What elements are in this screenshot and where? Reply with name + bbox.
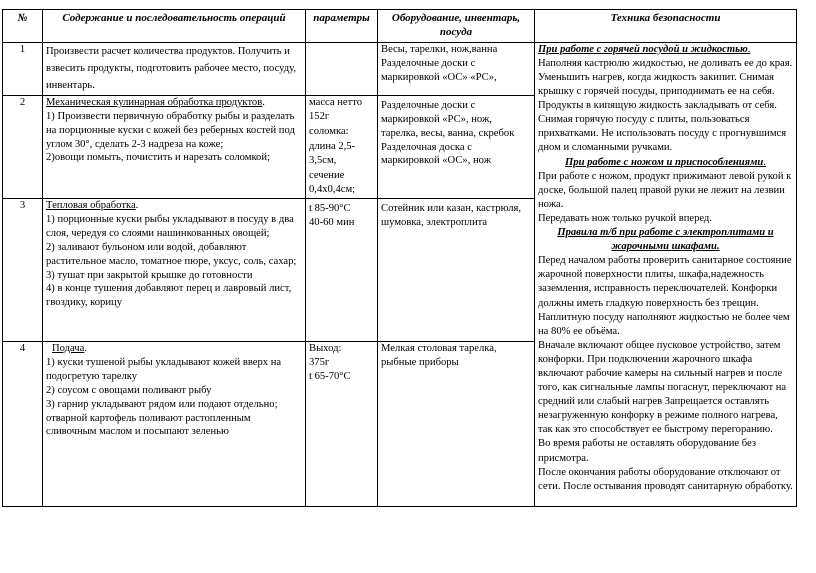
- safety-stove-p2: Вначале включают общее пусковое устройство, затем конфорки. При подключении жарочного шкафа включают рабочие камеры на сильный нагрев и после того, как сигнальные лампы погаснут, переключают на средний или слабый нагрев Запрещается оставлять незагруженную конфорку в режиме полного нагрева, так как это способствует ее быстрому перегоранию.: [538, 339, 787, 436]
- safety-stove-title: Правила т/б при работе с электроплитами и жарочными шкафами.: [557, 227, 774, 253]
- content-title: Тепловая обработка: [46, 199, 136, 211]
- safety-stove-title-wrap: [538, 226, 793, 254]
- header-safety: Техника безопасности: [535, 10, 797, 43]
- content-step: 2) соусом с овощами поливают рыбу: [46, 384, 212, 396]
- equipment-text: Сотейник или казан, кастрюля, шумовка, электроплита: [381, 202, 522, 228]
- header-equipment: Оборудование, инвентарь, посуда: [378, 10, 535, 43]
- content-step: 1) куски тушеной рыбы укладывают кожей вверх на подогретую тарелку: [46, 356, 282, 382]
- content-title: Подача: [52, 342, 85, 354]
- content-step: 4) в конце тушения добавляют перец и лавровый лист, гвоздику, корицу: [46, 283, 292, 309]
- equipment-text: Мелкая столовая тарелка, рыбные приборы: [381, 342, 497, 368]
- row-equipment: [378, 341, 535, 506]
- row-number: 4: [3, 341, 43, 506]
- param-line: Выход:: [309, 342, 342, 354]
- row-equipment: [378, 95, 535, 198]
- content-step: 2)овощи помыть, почистить и нарезать соломкой;: [46, 152, 270, 164]
- param-line: t 65-70°С: [309, 370, 351, 382]
- row-params: [306, 95, 378, 198]
- safety-cell: [535, 42, 797, 506]
- param-line: масса нетто 152г: [309, 96, 363, 123]
- safety-stove-p3: Во время работы не оставлять оборудование без присмотра.: [538, 438, 757, 464]
- tech-card-table: [2, 9, 797, 507]
- row-number: 1: [3, 42, 43, 95]
- content-title: Механическая кулинарная обработка продуктов: [46, 96, 263, 108]
- safety-hot-section: При работе с горячей посудой и жидкостью. Наполняя кастрюлю жидкостью, не доливать ее до края. Уменьшить нагрев, когда жидкость закипит. Снимая крышку с горячей посуды, приподнимать ее на себя. Продукты в кипящую жидкость закладывать от себя. Снимая горячую посуду с плиты, пользоваться прихватками. Не использовать посуду с прогнувшимся дном и сломанными ручками.: [538, 43, 793, 154]
- header-num: №: [3, 10, 43, 43]
- row-content: [43, 42, 306, 95]
- safety-hot-text: Наполняя кастрюлю жидкостью, не доливать ее до края. Уменьшить нагрев, когда жидкость закипит. Снимая крышку с горячей посуды, приподнимать ее на себя. Продукты в кипящую жидкость закладывать от себя. Снимая горячую посуду с плиты, пользоваться прихватками. Не использовать посуду с прогнувшимся дном и сломанными ручками.: [538, 57, 793, 154]
- row-params: [306, 198, 378, 341]
- header-content: Содержание и последовательность операций: [43, 10, 306, 43]
- row-equipment: [378, 198, 535, 341]
- row-number: 3: [3, 198, 43, 341]
- row-content: Механическая кулинарная обработка продуктов. 1) Произвести первичную обработку рыбы и разделать на порционные куски с кожей без реберных костей под углом 30°, сделать 2-3 надреза на коже; 2)овощи помыть, почистить и нарезать соломкой;: [43, 95, 306, 198]
- content-step: 2) заливают бульоном или водой, добавляют растительное масло, томатное пюре, уксус, соль, сахар;: [46, 241, 297, 267]
- row-equipment: [378, 42, 535, 95]
- header-row: [3, 10, 797, 43]
- safety-knife-title-wrap: При работе с ножом и приспособлениями.: [565, 156, 766, 168]
- param-line: 40-60 мин: [309, 216, 355, 228]
- safety-knife-title: При работе с ножом и приспособлениями: [565, 156, 764, 168]
- equipment-text: Разделочные доски с маркировкой «РС», нож, тарелка, весы, ванна, скребок Разделочная доска с маркировкой «ОС», нож: [381, 99, 515, 167]
- equipment-text: Весы, тарелки, нож,ванна Разделочные доски с маркировкой «ОС» «РС»,: [381, 43, 498, 83]
- row-content: Подача. 1) куски тушеной рыбы укладывают кожей вверх на подогретую тарелку 2) соусом с овощами поливают рыбу 3) гарнир укладывают рядом или подают отдельно; отварной картофель поливают растопленным сливочным маслом и посыпают зеленью: [43, 341, 306, 506]
- content-step: 3) гарнир укладывают рядом или подают отдельно; отварной картофель поливают растопленным сливочным маслом и посыпают зеленью: [46, 398, 278, 438]
- safety-knife-text2: Передавать нож только ручкой вперед.: [538, 212, 712, 224]
- param-line: t 85-90°С: [309, 202, 351, 214]
- content-step: 3) тушат при закрытой крышке до готовности: [46, 269, 253, 281]
- row-content: Тепловая обработка. 1) порционные куски рыбы укладывают в посуду в два слоя, чередуя со слоями нашинкованных овощей; 2) заливают бульоном или водой, добавляют растительное масло, томатное пюре, уксус, соль, сахар; 3) тушат при закрытой крышке до готовности 4) в конце тушения добавляют перец и лавровый лист, гвоздику, корицу: [43, 198, 306, 341]
- safety-stove-p4: После окончания работы оборудование отключают от сети. После остывания проводят санитарную обработку.: [538, 466, 793, 492]
- table-row: [3, 42, 797, 95]
- row-params: [306, 42, 378, 95]
- content-step: 1) Произвести первичную обработку рыбы и разделать на порционные куски с кожей без реберных костей под углом 30°, сделать 2-3 надреза на коже;: [46, 110, 295, 150]
- safety-stove-p1: Перед началом работы проверить санитарное состояние жарочной поверхности плиты, шкафа,надежность заземления, исправность переключателей. Конфорки должны иметь гладкую поверхность без трещин. Наплитную посуду наполняют жидкостью не более чем на 80% ее объёма.: [538, 255, 792, 337]
- safety-hot-title: При работе с горячей посудой и жидкостью: [538, 43, 748, 55]
- safety-knife-text: При работе с ножом, продукт прижимают левой рукой к доске, большой палец правой руки не лежит на лезвии ножа.: [538, 170, 792, 210]
- param-line: 375г: [309, 356, 330, 368]
- header-params: параметры: [306, 10, 378, 43]
- content-step: 1) порционные куски рыбы укладывают в посуду в два слоя, чередуя со слоями нашинкованных овощей;: [46, 213, 294, 239]
- row-number: 2: [3, 95, 43, 198]
- row-params: [306, 341, 378, 506]
- content-text: Произвести расчет количества продуктов. Получить и взвесить продукты, подготовить рабочее место, посуду, инвентарь.: [46, 45, 297, 91]
- param-line: соломка: длина 2,5-3,5см, сечение 0,4х0,4см;: [309, 126, 356, 196]
